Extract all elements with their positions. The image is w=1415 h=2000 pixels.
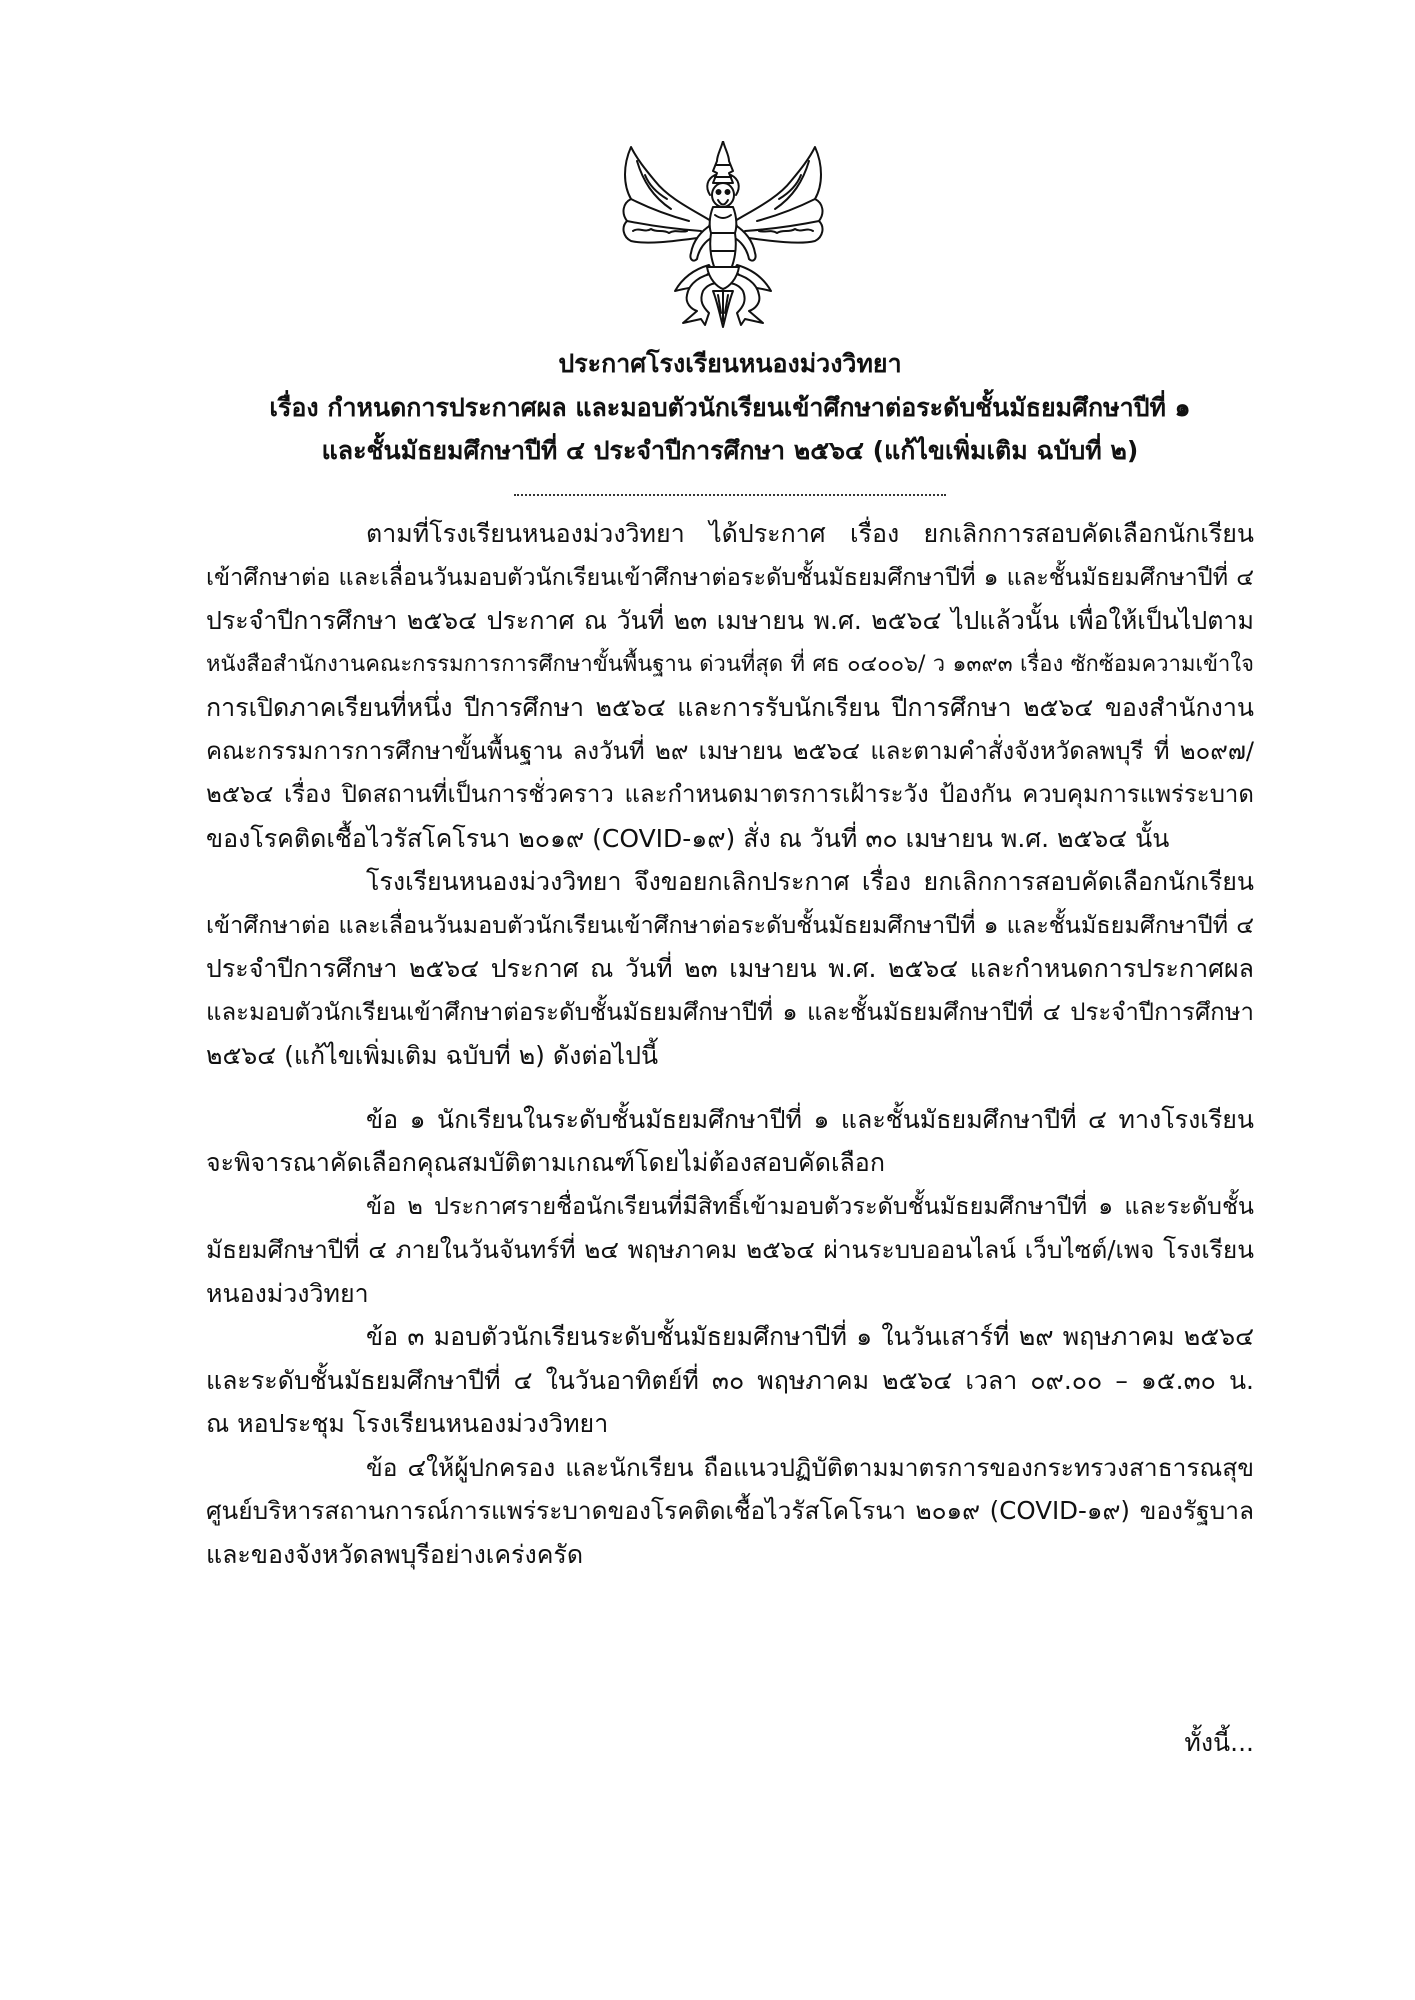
- text-line: โรงเรียนหนองม่วงวิทยา จึงขอยกเลิกประกาศ เรื่อง ยกเลิกการสอบคัดเลือกนักเรียน: [366, 867, 1254, 896]
- page-continuation: ทั้งนี้...: [1184, 1728, 1254, 1757]
- text-line: คณะกรรมการการศึกษาขั้นพื้นฐาน ลงวันที่ ๒๙ เมษายน ๒๕๖๔ และตามคำสั่งจังหวัดลพบุรี ที่ ๒๐๙๗/: [206, 736, 1254, 765]
- subject-line: เรื่อง กำหนดการประกาศผล และมอบตัวนักเรียนเข้าศึกษาต่อระดับชั้นมัธยมศึกษาปีที่ ๑: [269, 392, 1191, 422]
- text-line: และมอบตัวนักเรียนเข้าศึกษาต่อระดับชั้นมัธยมศึกษาปีที่ ๑ และชั้นมัธยมศึกษาปีที่ ๔ ประจำปีการศึกษา: [206, 997, 1254, 1026]
- text-line: ตามที่โรงเรียนหนองม่วงวิทยา ได้ประกาศ เรื่อง ยกเลิกการสอบคัดเลือกนักเรียน: [366, 519, 1254, 548]
- text-line: ของโรคติดเชื้อไวรัสโคโรนา ๒๐๑๙ (COVID-๑๙) สั่ง ณ วันที่ ๓๐ เมษายน พ.ศ. ๒๕๖๔ นั้น: [206, 823, 1170, 853]
- garuda-emblem: [617, 141, 829, 329]
- text-line: ประจำปีการศึกษา ๒๕๖๔ ประกาศ ณ วันที่ ๒๓ เมษายน พ.ศ. ๒๕๖๔ ไปแล้วนั้น เพื่อให้เป็นไปตาม: [206, 606, 1254, 635]
- announcement-title: [206, 341, 1254, 472]
- text-line: ณ หอประชุม โรงเรียนหนองม่วงวิทยา: [206, 1409, 609, 1438]
- text-line: ข้อ ๔ให้ผู้ปกครอง และนักเรียน ถือแนวปฏิบัติตามมาตรการของกระทรวงสาธารณสุข: [366, 1452, 1254, 1482]
- clause-3: [206, 1315, 1254, 1446]
- text-line: ศูนย์บริหารสถานการณ์การแพร่ระบาดของโรคติดเชื้อไวรัสโคโรนา ๒๐๑๙ (COVID-๑๙) ของรัฐบาล: [206, 1496, 1254, 1525]
- text-line: หนังสือสำนักงานคณะกรรมการการศึกษาขั้นพื้นฐาน ด่วนที่สุด ที่ ศธ ๐๔๐๐๖/ ว ๑๓๙๓ เรื่อง ซักซ้อมความเข้าใจ: [206, 651, 1254, 677]
- text-line: และระดับชั้นมัธยมศึกษาปีที่ ๔ ในวันอาทิตย์ที่ ๓๐ พฤษภาคม ๒๕๖๔ เวลา ๐๙.๐๐ – ๑๕.๓๐ น.: [206, 1365, 1254, 1395]
- document-body: [206, 512, 1254, 1576]
- dotted-divider: [514, 494, 946, 496]
- text-line: จะพิจารณาคัดเลือกคุณสมบัติตามเกณฑ์โดยไม่ต้องสอบคัดเลือก: [206, 1148, 885, 1177]
- clause-2: [206, 1185, 1254, 1316]
- text-line: เข้าศึกษาต่อ และเลื่อนวันมอบตัวนักเรียนเข้าศึกษาต่อระดับชั้นมัธยมศึกษาปีที่ ๑ และชั้นมัธยมศึกษาปีที่ ๔: [206, 562, 1254, 591]
- text-line: เข้าศึกษาต่อ และเลื่อนวันมอบตัวนักเรียนเข้าศึกษาต่อระดับชั้นมัธยมศึกษาปีที่ ๑ และชั้นมัธยมศึกษาปีที่ ๔: [206, 910, 1254, 939]
- text-line: ประจำปีการศึกษา ๒๕๖๔ ประกาศ ณ วันที่ ๒๓ เมษายน พ.ศ. ๒๕๖๔ และกำหนดการประกาศผล: [206, 954, 1254, 983]
- text-line: หนองม่วงวิทยา: [206, 1278, 369, 1308]
- clause-4: [206, 1446, 1254, 1577]
- clause-1: [206, 1098, 1254, 1185]
- text-line: มัธยมศึกษาปีที่ ๔ ภายในวันจันทร์ที่ ๒๔ พฤษภาคม ๒๕๖๔ ผ่านระบบออนไลน์ เว็บไซต์/เพจ โรงเรียน: [206, 1235, 1254, 1264]
- paragraph-gap: [206, 1078, 1254, 1098]
- text-line: และของจังหวัดลพบุรีอย่างเคร่งครัด: [206, 1539, 584, 1569]
- text-line: ข้อ ๑ นักเรียนในระดับชั้นมัธยมศึกษาปีที่ ๑ และชั้นมัธยมศึกษาปีที่ ๔ ทางโรงเรียน: [366, 1104, 1254, 1134]
- title-line: ประกาศโรงเรียนหนองม่วงวิทยา: [558, 349, 902, 378]
- paragraph: [206, 512, 1254, 860]
- text-line: ข้อ ๓ มอบตัวนักเรียนระดับชั้นมัธยมศึกษาปีที่ ๑ ในวันเสาร์ที่ ๒๙ พฤษภาคม ๒๕๖๔: [366, 1322, 1254, 1351]
- subject-line: และชั้นมัธยมศึกษาปีที่ ๔ ประจำปีการศึกษา ๒๕๖๔ (แก้ไขเพิ่มเติม ฉบับที่ ๒): [321, 436, 1139, 465]
- text-line: ข้อ ๒ ประกาศรายชื่อนักเรียนที่มีสิทธิ์เข้ามอบตัวระดับชั้นมัธยมศึกษาปีที่ ๑ และระดับชั้น: [366, 1191, 1254, 1220]
- text-line: ๒๕๖๔ (แก้ไขเพิ่มเติม ฉบับที่ ๒) ดังต่อไปนี้: [206, 1041, 659, 1070]
- text-line: การเปิดภาคเรียนที่หนึ่ง ปีการศึกษา ๒๕๖๔ และการรับนักเรียน ปีการศึกษา ๒๕๖๔ ของสำนักงาน: [206, 693, 1254, 722]
- paragraph: [206, 860, 1254, 1078]
- text-line: ๒๕๖๔ เรื่อง ปิดสถานที่เป็นการชั่วคราว และกำหนดมาตรการเฝ้าระวัง ป้องกัน ควบคุมการแพร่ระบาด: [206, 780, 1254, 808]
